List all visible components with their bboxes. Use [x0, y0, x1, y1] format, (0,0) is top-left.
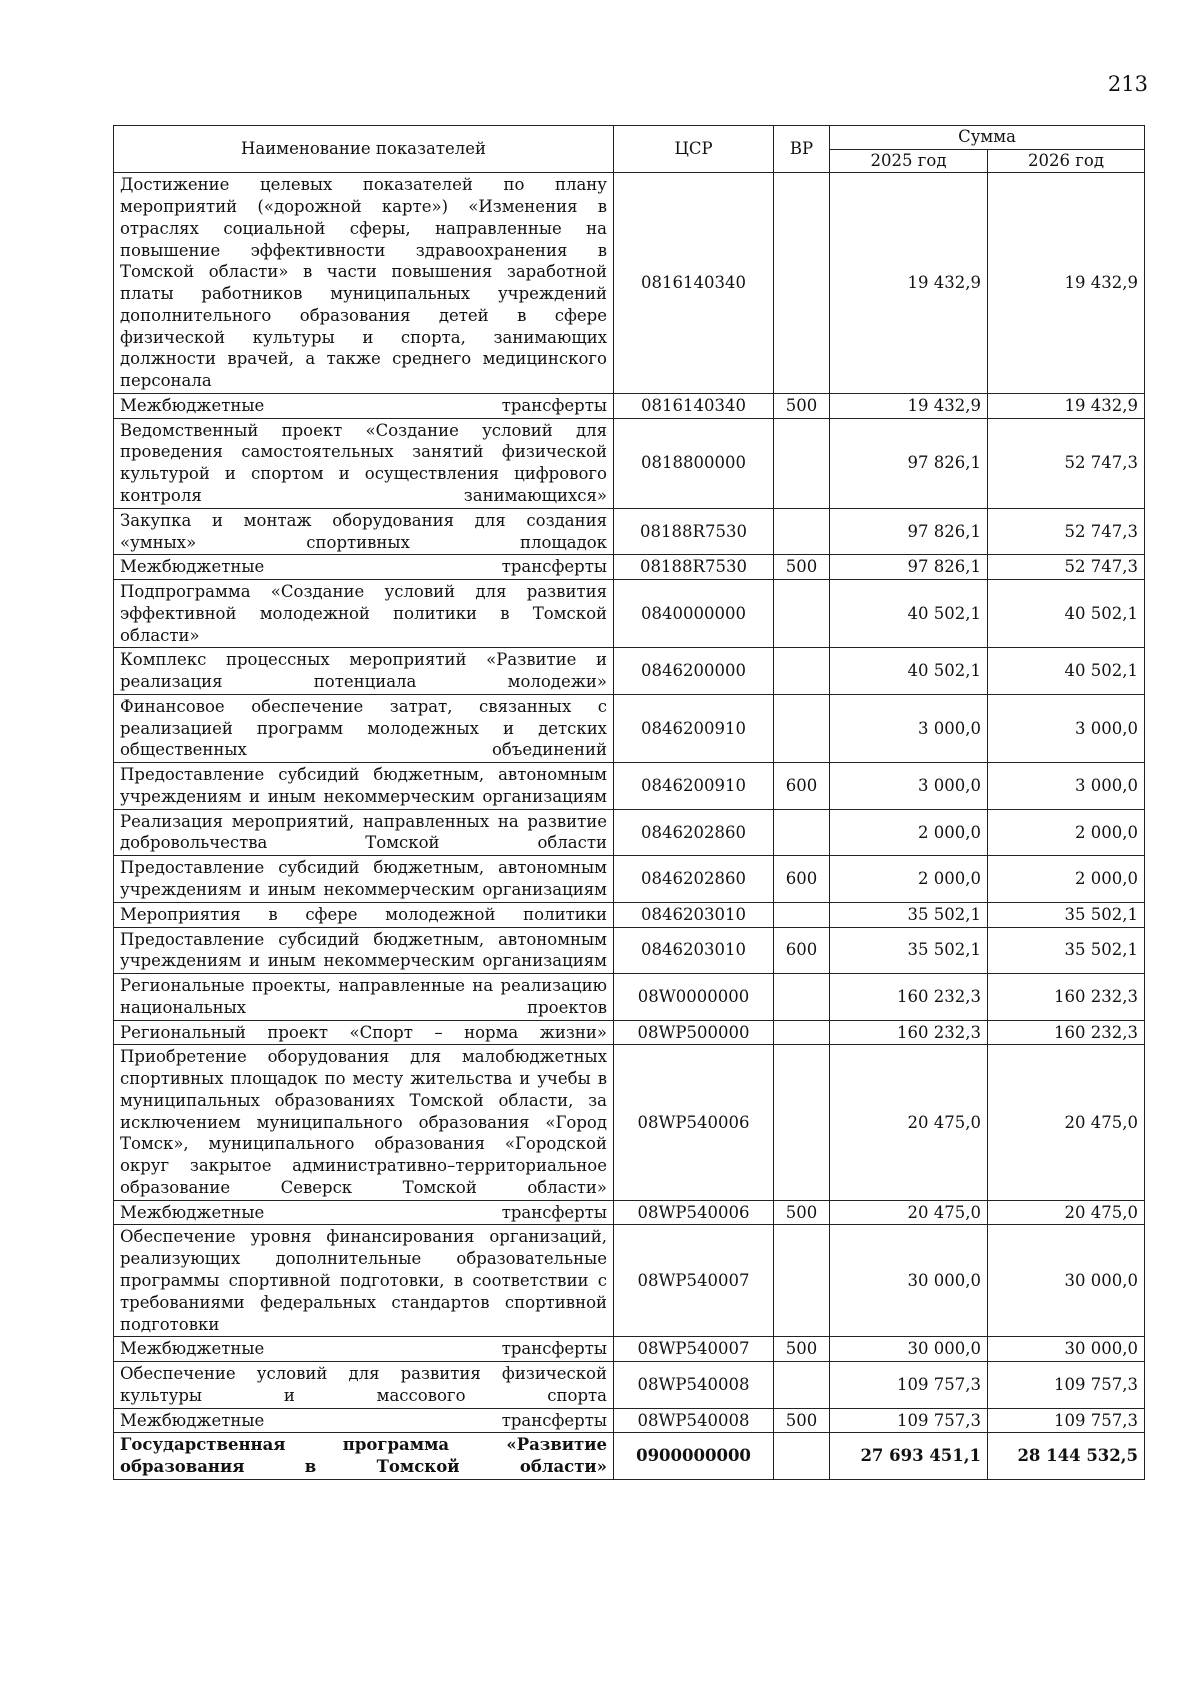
row-name: Предоставление субсидий бюджетным, автономным учреждениям и иным некоммерческим организациям — [114, 763, 614, 810]
header-csr: ЦСР — [614, 126, 774, 173]
row-name: Комплекс процессных мероприятий «Развитие и реализация потенциала молодежи» — [114, 648, 614, 695]
table-row — [114, 1225, 1145, 1337]
row-csr: 0816140340 — [614, 173, 774, 394]
row-name: Ведомственный проект «Создание условий для проведения самостоятельных занятий физической культурой и спортом и осуществления цифрового контроля занимающихся» — [114, 418, 614, 508]
row-amount-2026: 160 232,3 — [988, 1020, 1145, 1045]
table-row — [114, 763, 1145, 810]
row-name: Приобретение оборудования для малобюджетных спортивных площадок по месту жительства и учебы в муниципальных образованиях Томской области, за исключением муниципального образования «Город Томск», муниципального образования «Городской округ закрытое административно–территориальное образование Северск Томской области» — [114, 1045, 614, 1200]
budget-table — [113, 125, 1145, 1480]
table-row — [114, 393, 1145, 418]
row-csr: 0816140340 — [614, 393, 774, 418]
row-name: Межбюджетные трансферты — [114, 1408, 614, 1433]
row-amount-2025: 2 000,0 — [830, 809, 988, 856]
table-row — [114, 1408, 1145, 1433]
row-csr: 0846202860 — [614, 856, 774, 903]
row-name: Предоставление субсидий бюджетным, автономным учреждениям и иным некоммерческим организациям — [114, 927, 614, 974]
row-amount-2026: 20 475,0 — [988, 1045, 1145, 1200]
row-amount-2025: 27 693 451,1 — [830, 1433, 988, 1480]
row-csr: 08WP540006 — [614, 1045, 774, 1200]
row-vr: 500 — [774, 393, 830, 418]
row-amount-2026: 2 000,0 — [988, 809, 1145, 856]
row-csr: 08WP540007 — [614, 1337, 774, 1362]
table-row — [114, 555, 1145, 580]
row-vr — [774, 1045, 830, 1200]
row-vr — [774, 418, 830, 508]
row-csr: 08WP540008 — [614, 1362, 774, 1409]
row-vr — [774, 1362, 830, 1409]
row-amount-2025: 19 432,9 — [830, 393, 988, 418]
table-row — [114, 173, 1145, 394]
row-amount-2026: 40 502,1 — [988, 648, 1145, 695]
row-vr: 500 — [774, 1337, 830, 1362]
table-row — [114, 580, 1145, 648]
table-row — [114, 927, 1145, 974]
row-name: Финансовое обеспечение затрат, связанных с реализацией программ молодежных и детских общественных объединений — [114, 694, 614, 762]
row-vr: 500 — [774, 1200, 830, 1225]
table-row — [114, 694, 1145, 762]
row-amount-2025: 35 502,1 — [830, 902, 988, 927]
row-name: Межбюджетные трансферты — [114, 1337, 614, 1362]
row-amount-2025: 20 475,0 — [830, 1045, 988, 1200]
row-vr — [774, 1433, 830, 1480]
row-csr: 08W0000000 — [614, 974, 774, 1021]
row-amount-2026: 52 747,3 — [988, 508, 1145, 555]
row-name: Региональные проекты, направленные на реализацию национальных проектов — [114, 974, 614, 1021]
row-amount-2026: 35 502,1 — [988, 902, 1145, 927]
row-name: Предоставление субсидий бюджетным, автономным учреждениям и иным некоммерческим организациям — [114, 856, 614, 903]
row-csr: 0840000000 — [614, 580, 774, 648]
row-name: Государственная программа «Развитие образования в Томской области» — [114, 1433, 614, 1480]
row-csr: 0818800000 — [614, 418, 774, 508]
row-vr: 600 — [774, 927, 830, 974]
row-amount-2026: 30 000,0 — [988, 1225, 1145, 1337]
row-amount-2025: 3 000,0 — [830, 694, 988, 762]
row-amount-2026: 19 432,9 — [988, 393, 1145, 418]
row-name: Подпрограмма «Создание условий для развития эффективной молодежной политики в Томской области» — [114, 580, 614, 648]
row-name: Межбюджетные трансферты — [114, 393, 614, 418]
table-row — [114, 1362, 1145, 1409]
header-year-2025: 2025 год — [830, 149, 988, 173]
row-amount-2026: 2 000,0 — [988, 856, 1145, 903]
row-amount-2026: 52 747,3 — [988, 418, 1145, 508]
row-amount-2025: 40 502,1 — [830, 580, 988, 648]
row-vr — [774, 508, 830, 555]
table-body — [114, 173, 1145, 1480]
row-name: Достижение целевых показателей по плану мероприятий («дорожной карте») «Изменения в отраслях социальной сферы, направленные на повышение эффективности здравоохранения в Томской области» в части повышения заработной платы работников муниципальных учреждений дополнительного образования детей в сфере физической культуры и спорта, занимающих должности врачей, а также среднего медицинского персонала — [114, 173, 614, 394]
table-row — [114, 1337, 1145, 1362]
row-amount-2025: 20 475,0 — [830, 1200, 988, 1225]
row-csr: 0846200000 — [614, 648, 774, 695]
row-amount-2026: 19 432,9 — [988, 173, 1145, 394]
table-row — [114, 508, 1145, 555]
row-vr: 600 — [774, 856, 830, 903]
row-amount-2025: 3 000,0 — [830, 763, 988, 810]
row-name: Межбюджетные трансферты — [114, 555, 614, 580]
row-amount-2026: 109 757,3 — [988, 1408, 1145, 1433]
row-vr — [774, 1020, 830, 1045]
row-csr: 08WP540007 — [614, 1225, 774, 1337]
table-row — [114, 1045, 1145, 1200]
table-row — [114, 974, 1145, 1021]
row-vr — [774, 694, 830, 762]
table-row — [114, 856, 1145, 903]
table-row — [114, 1020, 1145, 1045]
row-amount-2025: 35 502,1 — [830, 927, 988, 974]
row-vr — [774, 173, 830, 394]
table-row — [114, 1433, 1145, 1480]
table-row — [114, 809, 1145, 856]
row-csr: 08188R7530 — [614, 508, 774, 555]
row-name: Мероприятия в сфере молодежной политики — [114, 902, 614, 927]
row-amount-2025: 97 826,1 — [830, 555, 988, 580]
row-amount-2026: 30 000,0 — [988, 1337, 1145, 1362]
row-amount-2026: 28 144 532,5 — [988, 1433, 1145, 1480]
row-vr — [774, 809, 830, 856]
row-amount-2026: 20 475,0 — [988, 1200, 1145, 1225]
row-csr: 08188R7530 — [614, 555, 774, 580]
row-name: Реализация мероприятий, направленных на развитие добровольчества Томской области — [114, 809, 614, 856]
row-csr: 08WP540008 — [614, 1408, 774, 1433]
row-amount-2025: 40 502,1 — [830, 648, 988, 695]
row-amount-2026: 160 232,3 — [988, 974, 1145, 1021]
row-amount-2026: 35 502,1 — [988, 927, 1145, 974]
row-amount-2025: 30 000,0 — [830, 1337, 988, 1362]
row-csr: 0846202860 — [614, 809, 774, 856]
table-header — [114, 126, 1145, 173]
row-amount-2025: 30 000,0 — [830, 1225, 988, 1337]
row-amount-2025: 109 757,3 — [830, 1362, 988, 1409]
row-name: Обеспечение условий для развития физической культуры и массового спорта — [114, 1362, 614, 1409]
row-csr: 0846200910 — [614, 694, 774, 762]
page-number: 213 — [1107, 72, 1148, 96]
table-row — [114, 648, 1145, 695]
row-csr: 0846200910 — [614, 763, 774, 810]
row-amount-2025: 109 757,3 — [830, 1408, 988, 1433]
table-row — [114, 902, 1145, 927]
row-vr: 600 — [774, 763, 830, 810]
row-csr: 08WP540006 — [614, 1200, 774, 1225]
row-vr: 500 — [774, 1408, 830, 1433]
row-amount-2025: 97 826,1 — [830, 508, 988, 555]
header-sum: Сумма — [830, 126, 1145, 150]
row-amount-2025: 160 232,3 — [830, 1020, 988, 1045]
row-name: Региональный проект «Спорт – норма жизни» — [114, 1020, 614, 1045]
row-csr: 0900000000 — [614, 1433, 774, 1480]
row-csr: 08WP500000 — [614, 1020, 774, 1045]
row-vr: 500 — [774, 555, 830, 580]
row-name: Закупка и монтаж оборудования для создания «умных» спортивных площадок — [114, 508, 614, 555]
row-vr — [774, 580, 830, 648]
header-year-2026: 2026 год — [988, 149, 1145, 173]
row-name: Обеспечение уровня финансирования организаций, реализующих дополнительные образовательные программы спортивной подготовки, в соответствии с требованиями федеральных стандартов спортивной подготовки — [114, 1225, 614, 1337]
row-amount-2026: 52 747,3 — [988, 555, 1145, 580]
row-amount-2026: 109 757,3 — [988, 1362, 1145, 1409]
row-amount-2026: 3 000,0 — [988, 694, 1145, 762]
header-vr: ВР — [774, 126, 830, 173]
table-row — [114, 418, 1145, 508]
header-name: Наименование показателей — [114, 126, 614, 173]
row-name: Межбюджетные трансферты — [114, 1200, 614, 1225]
row-csr: 0846203010 — [614, 927, 774, 974]
row-amount-2025: 160 232,3 — [830, 974, 988, 1021]
row-amount-2025: 97 826,1 — [830, 418, 988, 508]
row-amount-2025: 19 432,9 — [830, 173, 988, 394]
row-vr — [774, 1225, 830, 1337]
table-row — [114, 1200, 1145, 1225]
row-vr — [774, 648, 830, 695]
row-amount-2026: 40 502,1 — [988, 580, 1145, 648]
row-vr — [774, 902, 830, 927]
row-csr: 0846203010 — [614, 902, 774, 927]
row-amount-2026: 3 000,0 — [988, 763, 1145, 810]
row-amount-2025: 2 000,0 — [830, 856, 988, 903]
row-vr — [774, 974, 830, 1021]
